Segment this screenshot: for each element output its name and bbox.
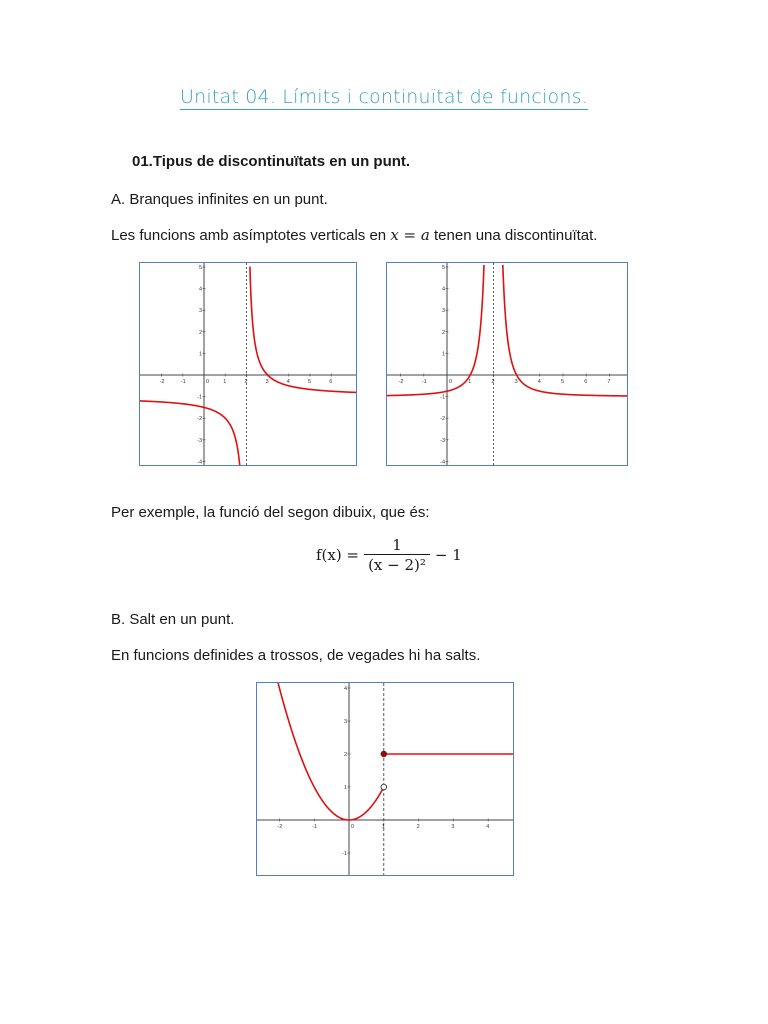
formula-fraction	[364, 536, 430, 574]
graph-1-x-tick-label: 5	[308, 379, 312, 385]
graph-2-curve-right-branch	[503, 265, 627, 396]
formula-lhs: f(x) =	[316, 546, 360, 564]
formula-denominator: (x − 2)²	[364, 554, 430, 574]
graph-1-x-tick-label: -1	[180, 379, 186, 385]
graph-1-y-tick-label: -3	[197, 437, 202, 444]
graph-1-x-tick-label: 1	[223, 379, 227, 385]
graph-2-y-tick-label: 1	[441, 351, 445, 358]
graph-2-x-tick-label: 1	[468, 379, 472, 385]
graph-3-open-point	[381, 784, 387, 790]
graph-3-y-tick-label: 2	[343, 752, 347, 758]
graph-1-x-tick-label: 2	[244, 379, 248, 385]
graph-3-y-tick-label: 3	[343, 719, 347, 725]
graph-3-x-tick-label: -1	[312, 824, 318, 830]
asymptote-condition: x = a	[390, 226, 430, 244]
graph-3-y-tick-label: 4	[343, 686, 347, 692]
graph-2-y-tick-label: 3	[441, 308, 445, 315]
graph-2-x-tick-label: 5	[561, 379, 565, 385]
graph-2-x-tick-label: 3	[514, 379, 518, 385]
graph-2-x-tick-label: 0	[449, 379, 453, 385]
graph-2-y-tick-label: 4	[441, 286, 445, 293]
graph-3-x-tick-label: -2	[277, 824, 283, 830]
graph-1-curve-right-branch	[250, 266, 356, 392]
graph-3-closed-point	[381, 751, 387, 757]
graph-3-x-tick-label: 4	[486, 824, 490, 830]
example-paragraph: Per exemple, la funció del segon dibuix, que és:	[111, 504, 430, 521]
graph-2-x-tick-label: 4	[537, 379, 541, 385]
graph-1-plot	[140, 263, 356, 465]
graph-2-x-tick-label: -2	[398, 379, 404, 385]
graph-3-curve-parabola	[274, 683, 384, 820]
graph-2-y-tick-label: 5	[441, 265, 445, 271]
piecewise-paragraph: En funcions definides a trossos, de vegades hi ha salts.	[111, 647, 481, 664]
graph-1-y-tick-label: 1	[198, 351, 202, 358]
graph-2-y-tick-label: -1	[440, 394, 445, 401]
formula-rhs: − 1	[434, 546, 462, 564]
graph-1-x-tick-label: 3	[265, 379, 269, 385]
graph-3-x-tick-label: 3	[451, 824, 455, 830]
graph-2-x-tick-label: 6	[584, 379, 588, 385]
graph-1-x-tick-label: 0	[206, 379, 210, 385]
formula-numerator: 1	[392, 536, 402, 554]
graph-2-y-tick-label: -2	[440, 416, 445, 423]
graph-2-y-tick-label: 2	[441, 329, 445, 336]
asymptotes-text-start: Les funcions amb asímptotes verticals en	[111, 227, 391, 244]
graph-2-x-tick-label: -1	[421, 379, 427, 385]
graph-3-x-tick-label: 0	[351, 824, 355, 830]
graph-jump-discontinuity	[256, 682, 514, 876]
graph-1-x-tick-label: 4	[286, 379, 290, 385]
asymptotes-text-end: tenen una discontinuïtat.	[429, 227, 598, 244]
subsection-b-heading: B. Salt en un punt.	[111, 611, 235, 628]
graph-3-y-tick-label: -1	[342, 851, 347, 857]
graph-1-x-tick-label: -2	[159, 379, 165, 385]
graph-1-y-tick-label: -1	[197, 394, 202, 401]
example-formula	[316, 536, 462, 574]
graph-1-y-tick-label: -2	[197, 416, 202, 423]
graph-1-x-tick-label: 6	[329, 379, 333, 385]
graph-1-y-tick-label: 3	[198, 308, 202, 315]
graph-3-plot	[257, 683, 513, 875]
graph-2-y-tick-label: -4	[440, 459, 445, 465]
subsection-a-heading: A. Branques infinites en un punt.	[111, 191, 328, 208]
graph-1-y-tick-label: 4	[198, 286, 202, 293]
graph-2-x-tick-label: 2	[491, 379, 495, 385]
graph-2-x-tick-label: 7	[607, 379, 611, 385]
graph-1-y-tick-label: 5	[198, 265, 202, 271]
graph-vertical-asymptote-2	[386, 262, 628, 466]
graph-vertical-asymptote-1	[139, 262, 357, 466]
graph-3-x-tick-label: 1	[381, 824, 385, 830]
section-heading: 01.Tipus de discontinuïtats en un punt.	[132, 153, 411, 170]
graph-2-plot	[387, 263, 627, 465]
graph-2-y-tick-label: -3	[440, 437, 445, 444]
page-title: Unitat 04. Límits i continuïtat de funcions.	[180, 86, 588, 108]
asymptotes-paragraph	[111, 226, 597, 244]
graph-2-curve-left-branch	[387, 265, 484, 396]
graph-3-x-tick-label: 2	[416, 824, 420, 830]
graph-1-curve-left-branch	[140, 401, 242, 465]
graph-3-y-tick-label: 1	[343, 785, 347, 791]
graph-1-y-tick-label: -4	[197, 459, 202, 465]
graph-1-y-tick-label: 2	[198, 329, 202, 336]
